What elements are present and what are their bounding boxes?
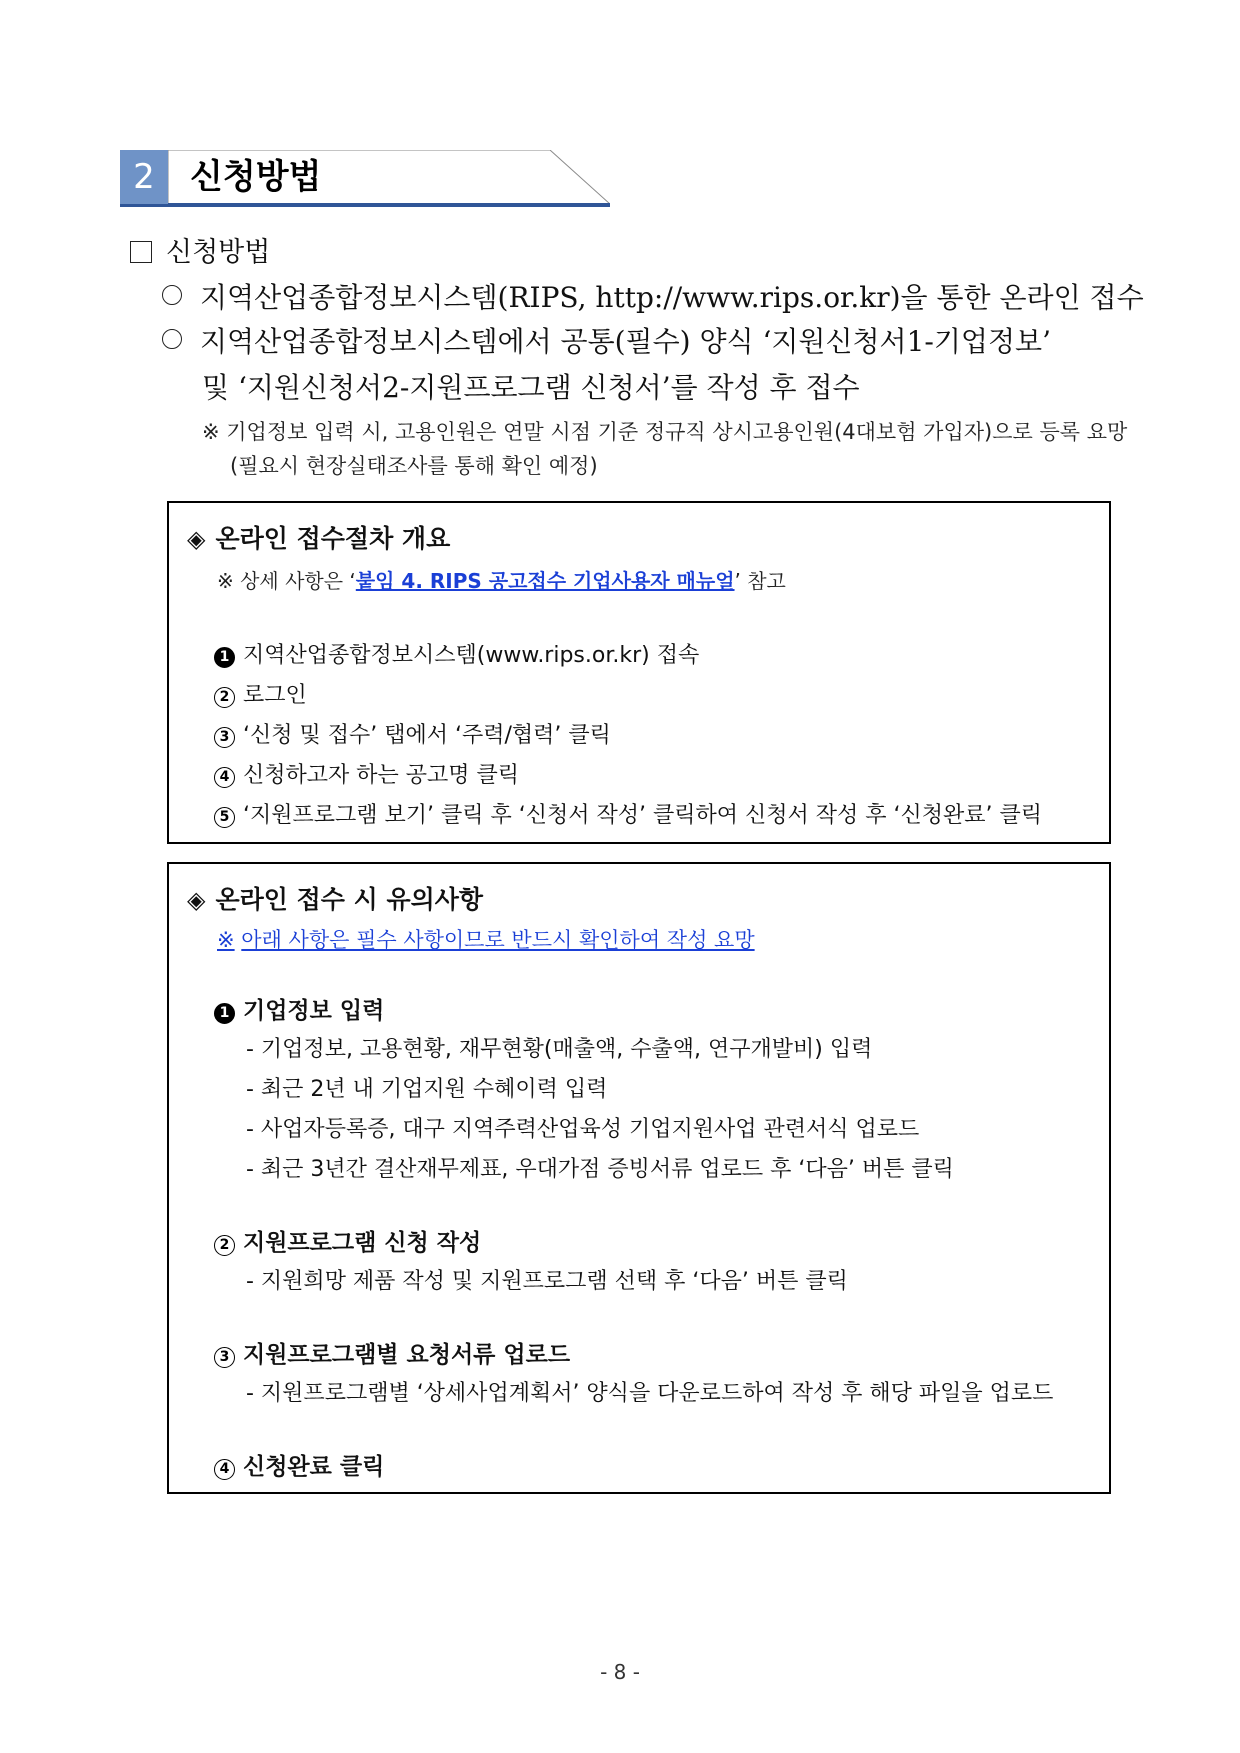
caution-section-title: [214, 992, 384, 1025]
bullet-item: [162, 320, 1051, 360]
box-title: [187, 519, 450, 555]
circle-bullet-icon: [162, 329, 182, 349]
step-text: 신청하고자 하는 공고명 클릭: [243, 763, 520, 788]
checkbox-square-icon: [130, 241, 152, 263]
caution-item: - 최근 2년 내 기업지원 수혜이력 입력: [246, 1077, 608, 1102]
step-number-badge: 2: [214, 687, 235, 708]
box-title: [187, 880, 483, 916]
step-item: [214, 758, 519, 789]
manual-link[interactable]: 붙임 4. RIPS 공고접수 기업사용자 매뉴얼: [355, 569, 735, 593]
step-number-badge: 3: [214, 727, 235, 748]
caution-item: - 사업자등록증, 대구 지역주력산업육성 기업지원사업 관련서식 업로드: [246, 1117, 920, 1142]
step-text: 로그인: [243, 683, 307, 708]
diamond-icon: ◈: [187, 886, 206, 914]
section-number: 2: [120, 150, 168, 204]
step-number-badge: 1: [214, 647, 235, 668]
box-title-text: 온라인 접수 시 유의사항: [215, 885, 484, 914]
caution-item: - 지원프로그램별 ‘상세사업계획서’ 양식을 다운로드하여 작성 후 해당 파일을 업로드: [246, 1381, 1054, 1406]
subheading: [130, 230, 270, 269]
box-note: [217, 924, 755, 954]
caution-section-title: [214, 1224, 481, 1257]
online-procedure-box: [167, 501, 1111, 844]
note-mark: ※: [217, 928, 235, 952]
subheading-text: 신청방법: [166, 237, 271, 268]
bullet-continuation: 및 ‘지원신청서2-지원프로그램 신청서’를 작성 후 접수: [202, 371, 860, 404]
page-number: - 8 -: [600, 1660, 640, 1684]
step-item: [214, 678, 307, 709]
step-item: [214, 638, 699, 669]
step-item: [214, 798, 1042, 829]
step-text: 지역산업종합정보시스템(www.rips.or.kr) 접속: [243, 643, 700, 668]
step-text: ‘지원프로그램 보기’ 클릭 후 ‘신청서 작성’ 클릭하여 신청서 작성 후 ‘신청완료’ 클릭: [243, 803, 1042, 828]
section-number-badge: 4: [214, 1459, 235, 1480]
caution-item: - 기업정보, 고용현황, 재무현황(매출액, 수출액, 연구개발비) 입력: [246, 1037, 873, 1062]
bullet-item: [162, 276, 1144, 316]
section-number-badge: 1: [214, 1003, 235, 1024]
caution-item: - 지원희망 제품 작성 및 지원프로그램 선택 후 ‘다음’ 버튼 클릭: [246, 1269, 848, 1294]
step-number-badge: 5: [214, 807, 235, 828]
bullet-text: 지역산업종합정보시스템에서 공통(필수) 양식 ‘지원신청서1-기업정보’: [200, 325, 1051, 358]
section-header: [120, 150, 610, 208]
note-line-1: ※ 기업정보 입력 시, 고용인원은 연말 시점 기준 정규직 상시고용인원(4대보험 가입자)으로 등록 요망: [202, 420, 1128, 444]
box-note: [217, 565, 786, 594]
caution-title-text: 신청완료 클릭: [243, 1454, 385, 1480]
caution-title-text: 지원프로그램별 요청서류 업로드: [243, 1342, 571, 1368]
note-prefix: ※ 상세 사항은 ‘: [217, 569, 356, 593]
caution-title-text: 기업정보 입력: [243, 998, 385, 1024]
bullet-text: 지역산업종합정보시스템(RIPS, http://www.rips.or.kr)을 통한 온라인 접수: [200, 281, 1144, 314]
step-number-badge: 4: [214, 767, 235, 788]
step-text: ‘신청 및 접수’ 탭에서 ‘주력/협력’ 클릭: [243, 723, 611, 748]
box-title-text: 온라인 접수절차 개요: [215, 524, 451, 553]
online-caution-box: [167, 862, 1111, 1494]
step-item: [214, 718, 611, 749]
required-note: 아래 사항은 필수 사항이므로 반드시 확인하여 작성 요망: [241, 928, 755, 952]
caution-item: - 최근 3년간 결산재무제표, 우대가점 증빙서류 업로드 후 ‘다음’ 버튼 클릭: [246, 1157, 954, 1182]
caution-section-title: [214, 1448, 384, 1481]
diamond-icon: ◈: [187, 525, 206, 553]
section-title: 신청방법: [190, 157, 322, 197]
caution-section-title: [214, 1336, 570, 1369]
note-suffix: ’ 참고: [734, 569, 786, 593]
circle-bullet-icon: [162, 285, 182, 305]
section-number-badge: 2: [214, 1235, 235, 1256]
note-line-2: (필요시 현장실태조사를 통해 확인 예정): [230, 454, 598, 478]
caution-title-text: 지원프로그램 신청 작성: [243, 1230, 482, 1256]
section-number-badge: 3: [214, 1347, 235, 1368]
